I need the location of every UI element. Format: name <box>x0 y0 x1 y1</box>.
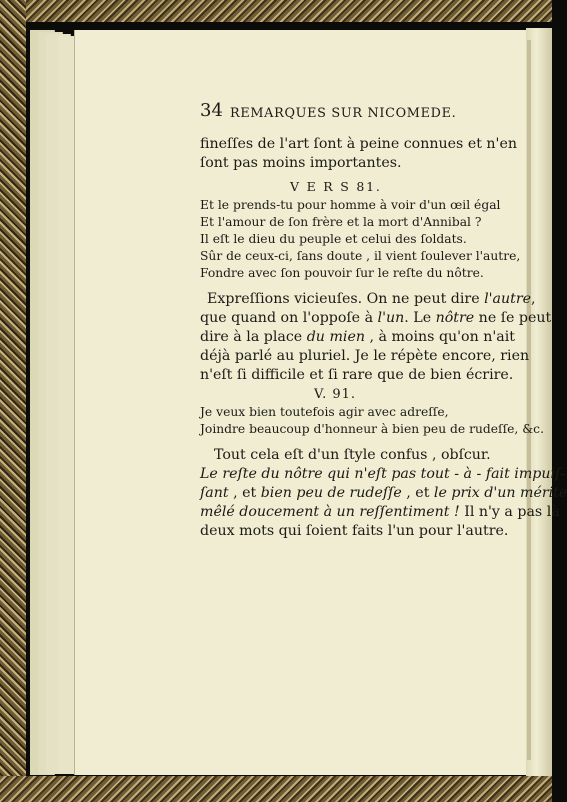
text-line: deux mots qui ſoient faits l'un pour l'autre. <box>200 523 509 539</box>
text-fragment: , <box>531 291 536 307</box>
italic-term: Le reſte du nôtre qui n'eſt pas tout - à - fait impuiſ- <box>200 466 566 482</box>
gutter-shadow <box>527 40 531 760</box>
verse-line: Je veux bien toutefois agir avec adreſſe, <box>200 405 449 419</box>
text-line <box>200 329 515 345</box>
italic-term: bien peu de rudeſſe <box>260 485 402 501</box>
verse-line: Sûr de ceux-ci, ſans doute , il vient ſoulever l'autre, <box>200 249 521 263</box>
verse-line: Joindre beaucoup d'honneur à bien peu de rudeſſe, &c. <box>200 422 544 436</box>
italic-term: l'un <box>377 310 405 326</box>
binding-edge-left <box>0 0 26 802</box>
verse-label: V. 91. <box>314 387 357 402</box>
text-fragment: dire à la place <box>200 329 307 345</box>
text-line <box>200 310 551 326</box>
text-line: ſont pas moins importantes. <box>200 155 402 171</box>
verse-line: Il eſt le dieu du peuple et celui des ſoldats. <box>200 232 467 246</box>
text-line: n'eſt ſi difficile et ſi rare que de bien écrire. <box>200 367 514 383</box>
verse-label: V E R S 81. <box>290 179 382 194</box>
text-line <box>200 466 565 482</box>
binding-edge-bottom <box>0 776 552 802</box>
text-fragment: , et <box>401 485 434 501</box>
italic-term: l'autre <box>484 291 532 307</box>
text-fragment: , à moins qu'on n'ait <box>364 329 515 345</box>
italic-term: nôtre <box>435 310 475 326</box>
verse-line: Et le prends-tu pour homme à voir d'un œil égal <box>200 198 501 212</box>
text-line: Tout cela eſt d'un ſtyle confus , obſcur. <box>214 447 491 463</box>
text-fragment: . Le <box>404 310 436 326</box>
verse-line: Et l'amour de ſon frère et la mort d'Annibal ? <box>200 215 482 229</box>
italic-term: le prix d'un mérite <box>433 485 567 501</box>
italic-term: ſant <box>200 485 229 501</box>
text-line: déjà parlé au pluriel. Je le répète encore, rien <box>200 348 530 364</box>
text-fragment: ne ſe peut <box>474 310 552 326</box>
text-line: fineſſes de l'art ſont à peine connues et n'en <box>200 136 517 152</box>
italic-term: mêlé doucement à un reſſentiment ! <box>200 504 460 520</box>
page-number: 34 <box>200 100 223 121</box>
text-fragment: , et <box>228 485 261 501</box>
text-fragment: que quand on l'oppoſe à <box>200 310 378 326</box>
text-line <box>200 504 560 520</box>
text-fragment: Expreſſions vicieuſes. On ne peut dire <box>207 291 485 307</box>
text-line <box>207 291 536 307</box>
verse-line: Fondre avec ſon pouvoir ſur le reſte du nôtre. <box>200 266 484 280</box>
binding-edge-top <box>0 0 552 22</box>
italic-term: du mien <box>306 329 365 345</box>
running-title: REMARQUES SUR NICOMEDE. <box>230 106 457 121</box>
text-fragment: Il n'y a pas là <box>459 504 560 520</box>
text-line <box>200 485 567 501</box>
